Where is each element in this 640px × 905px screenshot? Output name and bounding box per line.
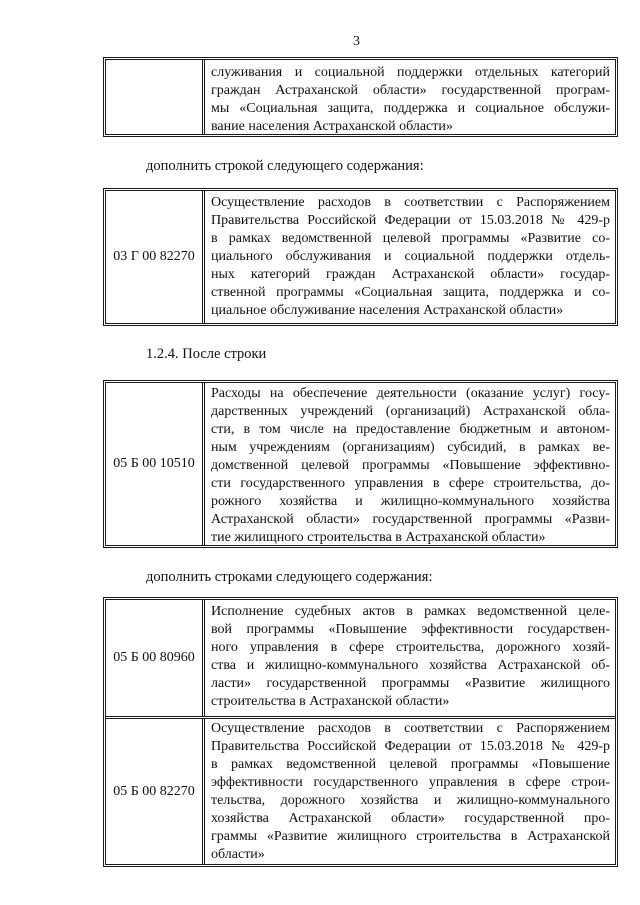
text-line: области» xyxy=(211,847,265,862)
text-line: в рамках ведомственной целевой программы «Повышение xyxy=(211,757,610,772)
text-line: вой программы «Повышение эффективности государствен- xyxy=(211,622,610,637)
description-cell xyxy=(205,383,615,545)
description-cell xyxy=(205,60,615,134)
text-line: служивания и социальной поддержки отдельных категорий xyxy=(211,65,610,80)
text-line: эффективности государственного управления в сфере строи- xyxy=(211,775,610,790)
table-row xyxy=(106,383,615,545)
text-line: хозяйства Астраханской области» государственной про- xyxy=(211,811,610,826)
text-line: циальное обслуживание населения Астраханской области» xyxy=(211,303,564,318)
text-line: тельства, дорожного хозяйства и жилищно-коммунального xyxy=(211,793,610,808)
section-heading: 1.2.4. После строки xyxy=(146,346,267,362)
table-row xyxy=(106,716,615,864)
text-line: вание населения Астраханской области» xyxy=(211,119,453,134)
text-line: ным учреждениям (организациям) субсидий, в рамках ве- xyxy=(211,440,610,455)
text-line: Осуществление расходов в соответствии с Распоряжением xyxy=(211,721,610,736)
text-line: Расходы на обеспечение деятельности (оказание услуг) госу- xyxy=(211,386,610,401)
text-line: тие жилищного строительства в Астраханской области» xyxy=(211,530,546,545)
budget-code-cell: 03 Г 00 82270 xyxy=(106,191,205,323)
text-line: рожного хозяйства и жилищно-коммунального хозяйства xyxy=(211,494,610,509)
text-line: ласти» государственной программы «Развитие жилищного xyxy=(211,676,610,691)
text-line: строительства в Астраханской области» xyxy=(211,694,450,709)
text-line: Осуществление расходов в соответствии с Распоряжением xyxy=(211,195,610,210)
budget-code-table-added-rows xyxy=(103,597,618,867)
instruction-paragraph: дополнить строкой следующего содержания: xyxy=(146,158,424,174)
budget-code-cell: 05 Б 00 10510 xyxy=(106,383,205,545)
text-line: ного управления в сфере строительства, дорожного хозяй- xyxy=(211,640,610,655)
text-line: циального обслуживания и социальной поддержки отдель- xyxy=(211,249,610,264)
text-line: граммы «Развитие жилищного строительства в Астраханской xyxy=(211,829,610,844)
text-line: ственной программы «Социальная защита, поддержка и со- xyxy=(211,285,610,300)
text-line: сти государственного управления в сфере строительства, до- xyxy=(211,476,610,491)
text-line: граждан Астраханской области» государственной програм- xyxy=(211,83,610,98)
table-row xyxy=(106,60,615,134)
text-line: в рамках ведомственной целевой программы «Развитие со- xyxy=(211,231,610,246)
text-line: мы «Социальная защита, поддержка и социальное обслужи- xyxy=(211,101,610,116)
budget-code-cell: 05 Б 00 80960 xyxy=(106,600,205,716)
text-line: Астраханской области» государственной программы «Разви- xyxy=(211,512,610,527)
description-cell xyxy=(205,191,615,323)
text-line: Правительства Российской Федерации от 15.03.2018 № 429-р xyxy=(211,739,610,754)
budget-code-table-reference-row xyxy=(103,380,618,548)
description-cell xyxy=(205,600,615,716)
page-number: 3 xyxy=(353,34,360,49)
table-row xyxy=(106,600,615,716)
text-line: домственной целевой программы «Повышение эффективно- xyxy=(211,458,610,473)
text-line: Правительства Российской Федерации от 15.03.2018 № 429-р xyxy=(211,213,610,228)
budget-code-table-previous xyxy=(103,57,618,137)
text-line: ных категорий граждан Астраханской области» государ- xyxy=(211,267,610,282)
instruction-paragraph: дополнить строками следующего содержания: xyxy=(146,569,433,585)
budget-code-table-added-row xyxy=(103,188,618,326)
text-line: Исполнение судебных актов в рамках ведомственной целе- xyxy=(211,604,610,619)
description-cell xyxy=(205,719,615,864)
text-line: дарственных учреждений (организаций) Астраханской обла- xyxy=(211,404,610,419)
text-line: ства и жилищно-коммунального хозяйства Астраханской об- xyxy=(211,658,610,673)
budget-code-cell: 05 Б 00 82270 xyxy=(106,719,205,864)
budget-code-cell xyxy=(106,60,205,134)
table-row xyxy=(106,191,615,323)
text-line: сти, в том числе на предоставление бюджетным и автоном- xyxy=(211,422,610,437)
